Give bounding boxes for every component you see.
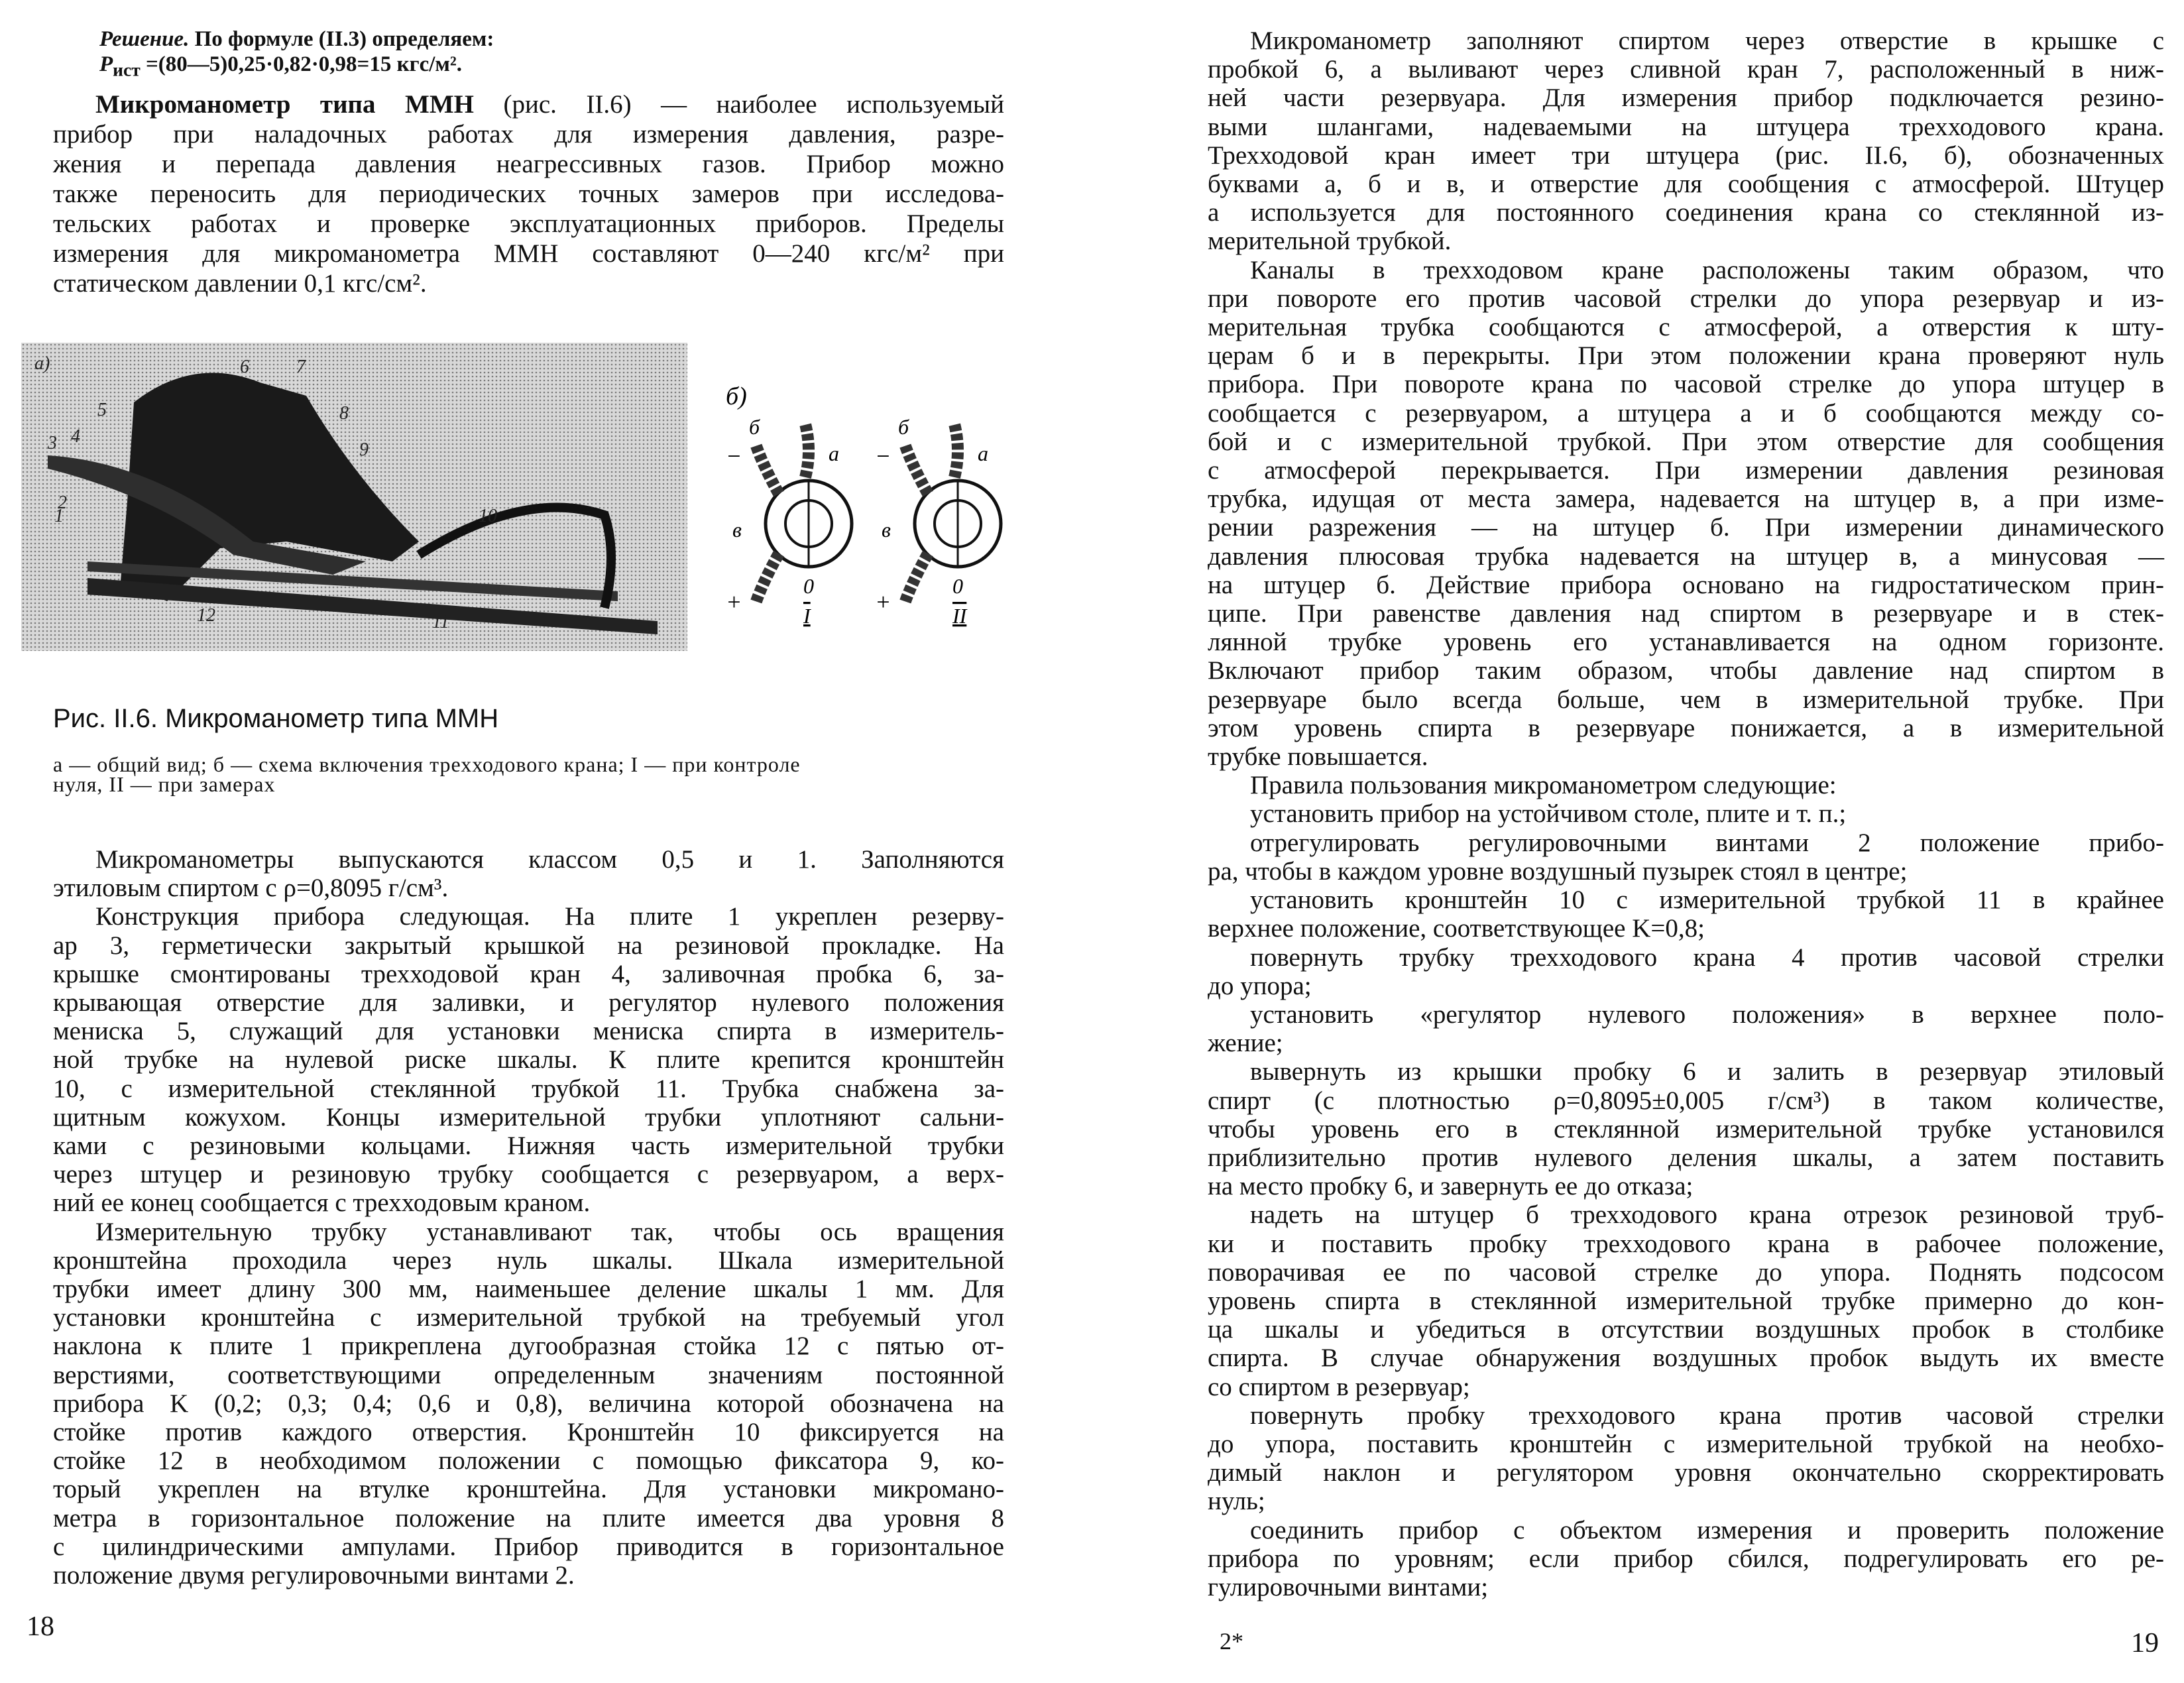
line-text: установки кронштейна с измерительной трубкой на требуемый угол [53,1303,1004,1332]
part-number-label: 9 [359,439,369,460]
label-plus: + [875,589,891,615]
line-text: прибора. При повороте крана по часовой стрелке до упора штуцер в [1208,370,2164,399]
text-line [53,1418,1004,1446]
line-text: измерения для микроманометра ММН составляют 0—240 кгс/м² при [53,239,1004,268]
line-text: спирт (с плотностью ρ=0,8095±0,005 г/см³) в таком количестве, [1208,1086,2164,1115]
text-line [53,1218,1004,1246]
line-text: Измерительную трубку устанавливают так, чтобы ось вращения [95,1217,1004,1246]
text-line [53,1275,1004,1303]
text-line [53,1475,1004,1503]
text-line [53,1561,1004,1590]
line-text: Правила пользования микроманометром следующие: [1250,771,1837,800]
text-line [1208,1057,2164,1086]
formula-symbol: P [99,52,113,76]
text-line [1208,1373,2164,1401]
label-zero: 0 [803,574,814,598]
position-label: I [803,604,811,628]
solution-text: По формуле (II.3) определяем: [189,27,494,51]
text-line [1208,1143,2164,1172]
text-line [1208,1029,2164,1057]
text-line [1208,685,2164,714]
line-text: установить прибор на устойчивом столе, плите и т. п.; [1250,799,1847,829]
line-text: прибора по уровням; если прибор сбился, подрегулировать его ре- [1208,1544,2164,1573]
line-text: этиловым спиртом с ρ=0,8095 г/см³. [53,874,449,903]
text-line [53,1045,1004,1074]
subcaption-line: а — общий вид; б — схема включения трехходового крана; I — при контроле [53,752,801,776]
text-line [1208,141,2164,170]
part-number-label: 10 [479,506,497,526]
line-text: Конструкция прибора следующая. На плите 1 укреплен резерву- [95,902,1004,931]
text-line [53,931,1004,960]
line-text: ца шкалы и убедиться в отсутствии воздушных пробок в столбике [1208,1315,2164,1344]
solution-label: Решение. [99,27,190,51]
line-text: мерительная трубка сообщаются с атмосферой, а отверстия к шту- [1208,313,2164,342]
line-text: метра в горизонтальное положение на плите имеется два уровня 8 [53,1503,1004,1533]
line-text: с атмосферой перекрывается. При измерении давления резиновая [1208,456,2164,485]
line-text: жения и перепада давления неагрессивных газов. Прибор можно [53,150,1004,178]
line-text: наклона к плите 1 прикреплена дугообразная стойка 12 с пятью от- [53,1332,1004,1361]
line-text: трубка, идущая от места замера, надевается на штуцер в, а при изме- [1208,485,2164,514]
line-text: установить кронштейн 10 с измерительной трубкой 11 в крайнее [1250,886,2164,915]
text-line [53,89,1004,119]
text-line [1208,485,2164,513]
text-line [53,239,1004,268]
figure-subcaption [53,754,801,794]
line-text: отрегулировать регулировочными винтами 2 положение прибо- [1250,828,2164,857]
text-line [1208,599,2164,628]
line-text: ципе. При равенстве давления над спиртом в резервуаре и в стек- [1208,599,2164,628]
part-number-label: 5 [97,400,107,420]
line-text: при повороте его против часовой стрелки до упора резервуар и из- [1208,284,2164,313]
text-line [53,1017,1004,1045]
line-text: установить «регулятор нулевого положения» в верхнее поло- [1250,1000,2164,1029]
text-line [53,1074,1004,1103]
line-text: спирта. В случае обнаружения воздушных пробок выдуть их вместе [1208,1344,2164,1373]
text-line [1208,1458,2164,1487]
line-text: сообщается с резервуаром, а штуцера а и б сообщаются между со- [1208,398,2164,428]
line-text: Микроманометр заполняют спиртом через отверстие в крышке с [1250,27,2164,55]
text-line [1208,1401,2164,1430]
line-text: поворачивая ее по часовой стрелке до упора. Поднять подсосом [1208,1257,2164,1287]
bold-term: Микроманометр типа ММН [95,90,474,119]
solution-line [99,27,494,52]
text-line [1208,542,2164,571]
text-line [53,119,1004,149]
line-text: положение двумя регулировочными винтами 2. [53,1561,575,1590]
text-line [1208,370,2164,398]
text-line [1208,1230,2164,1258]
text-line [1208,943,2164,972]
line-text: трубки имеет длину 300 мм, наименьшее деление шкалы 1 мм. Для [53,1275,1004,1304]
text-line [1208,1115,2164,1143]
label-a: а [829,441,839,465]
part-number-label: 8 [339,403,349,424]
formula-text: =(80—5)0,25·0,82·0,98=15 кгс/м². [140,52,463,76]
line-text: надеть на штуцер б трехходового крана отрезок резиновой труб- [1250,1200,2164,1230]
text-line [1208,1172,2164,1200]
line-text: давления плюсовая трубка надевается на штуцер в, а минусовая — [1208,542,2164,571]
text-line [1208,27,2164,55]
label-b: б [898,415,909,439]
line-text: через штуцер и резиновую трубку сообщается с резервуаром, а верх- [53,1160,1004,1189]
text-line [53,149,1004,179]
line-text: прибора K (0,2; 0,3; 0,4; 0,6 и 0,8), величина которой обозначена на [53,1389,1004,1418]
part-number-label: 1 [54,506,64,526]
text-line [53,1103,1004,1132]
text-line [53,1189,1004,1217]
text-line [53,1132,1004,1160]
text-line [1208,256,2164,284]
line-text: ра, чтобы в каждом уровне воздушный пузырек стоял в центре; [1208,856,1908,886]
text-line [1208,55,2164,84]
text-line [53,845,1004,874]
line-text: крышке смонтированы трехходовой кран 4, заливочная пробка 6, за- [53,959,1004,988]
page-number-left: 18 [27,1611,54,1642]
text-line [1208,113,2164,141]
text-line [1208,284,2164,313]
line-text: прибор при наладочных работах для измерения давления, разре- [53,120,1004,148]
text-line [53,1446,1004,1475]
photo-label: а) [34,353,50,374]
line-text: со спиртом в резервуар; [1208,1372,1470,1401]
text-line [1208,170,2164,198]
line-text: повернуть трубку трехходового крана 4 против часовой стрелки [1250,943,2164,972]
label-a: а [978,441,988,465]
text-line [1208,227,2164,255]
line-text: жение; [1208,1029,1283,1058]
text-line [1208,1487,2164,1515]
text-line [53,268,1004,298]
line-text: ной трубке на нулевой риске шкалы. К плите крепится кронштейн [53,1045,1004,1074]
line-text: Микроманометры выпускаются классом 0,5 и 1. Заполняются [95,845,1004,874]
text-line [1208,1258,2164,1287]
line-text: димый наклон и регулятором уровня окончательно скорректировать [1208,1458,2164,1487]
text-line [1208,972,2164,1000]
part-number-label: 12 [197,605,215,626]
line-text: на место пробку 6, и завернуть ее до отказа; [1208,1172,1694,1201]
line-text: также переносить для периодических точных замеров при исследова- [53,180,1004,208]
line-text: приблизительно против нулевого деления шкалы, а затем поставить [1208,1143,2164,1172]
text-line [1208,84,2164,112]
text-line [53,874,1004,902]
line-text: стойке против каждого отверстия. Кронштейн 10 фиксируется на [53,1418,1004,1447]
text-line [1208,829,2164,857]
line-text: выми шлангами, надеваемыми на штуцера трехходового крана. [1208,112,2164,141]
text-line [1208,313,2164,341]
line-text: статическом давлении 0,1 кгс/см². [53,269,427,298]
line-text: ки и поставить пробку трехходового крана в рабочее положение, [1208,1229,2164,1258]
right-body-text [1208,27,2164,1601]
line-text: ар 3, герметически закрытый крышкой на резиновой прокладке. На [53,931,1004,960]
page-number-right: 19 [2131,1628,2159,1658]
text-line [1208,914,2164,943]
line-text: церам б и в перекрыты. При этом положении крана проверяют нуль [1208,341,2164,371]
text-line [1208,628,2164,656]
valve-scheme [716,358,1034,636]
text-line [1208,428,2164,456]
line-text: гулировочными винтами; [1208,1572,1489,1601]
figure-photo [21,343,687,651]
part-number-label: 6 [240,357,249,377]
text-line [53,960,1004,988]
line-text: соединить прибор с объектом измерения и проверить положение [1250,1515,2164,1544]
text-line [1208,399,2164,428]
hose-v [756,553,779,603]
part-number-label: 2 [58,493,67,513]
text-line [1208,1516,2164,1544]
line-text: резервуаре было всегда больше, чем в измерительной трубке. При [1208,685,2164,714]
line-text: мениска 5, служащий для установки мениска спирта в измеритель- [53,1017,1004,1046]
hose-a [805,424,809,477]
text-line [1208,1086,2164,1115]
line-text: повернуть пробку трехходового крана против часовой стрелки [1250,1401,2164,1430]
text-line [53,1389,1004,1418]
line-text: щитным кожухом. Концы измерительной трубки уплотняют сальни- [53,1102,1004,1132]
part-number-label: 11 [432,612,449,632]
label-zero: 0 [952,574,963,598]
line-text: Каналы в трехходовом кране расположены таким образом, что [1250,255,2164,284]
position-label: II [952,604,967,628]
text-line [1208,341,2164,370]
line-text: до упора, поставить кронштейн с измерительной трубкой на необхо- [1208,1429,2164,1458]
text-line [53,1303,1004,1332]
line-text: крывающая отверстие для заливки, и регулятор нулевого положения [53,988,1004,1017]
hose-v [905,553,928,603]
text-line [1208,198,2164,227]
label-plus: + [726,589,742,615]
part-number-label: 7 [296,357,306,377]
text-line [1208,571,2164,599]
line-text: этом уровень спирта в резервуаре понижается, а в измерительной [1208,713,2164,742]
line-text: буквами а, б и в, и отверстие для сообщения с атмосферой. Штуцер [1208,170,2164,199]
text-line [1208,714,2164,742]
text-line [1208,1573,2164,1601]
line-text: Трехходовой кран имеет три штуцера (рис. II.6, б), обозначенных [1208,141,2164,170]
text-line [53,1160,1004,1189]
hose-a [954,424,958,477]
text-line [1208,1200,2164,1229]
text-line [1208,799,2164,828]
solution-formula [99,52,462,83]
text-line [53,1332,1004,1360]
signature-mark: 2* [1220,1628,1243,1654]
label-minus: − [726,443,742,469]
hose-b [756,444,779,494]
line-text: ней части резервуара. Для измерения прибор подключается резино- [1208,84,2164,113]
scheme-label: б) [726,382,747,410]
text-line [1208,513,2164,542]
line-text: на штуцер б. Действие прибора основано на гидростатическом прин- [1208,570,2164,599]
text-line [1208,742,2164,771]
line-text: вывернуть из крышки пробку 6 и залить в резервуар этиловый [1250,1057,2164,1086]
text-line [53,1504,1004,1533]
line-text: лянной трубке уровень его устанавливается на одном горизонте. [1208,628,2164,657]
label-b: б [749,415,760,439]
label-minus: − [875,443,891,469]
line-text: бой и с измерительной трубкой. При этом отверстие для сообщения [1208,427,2164,456]
line-text: верхнее положение, соответствующее K=0,8; [1208,914,1705,943]
subcaption-line: нуля, II — при замерах [53,772,276,796]
line-text: трубке повышается. [1208,742,1428,772]
text-line [1208,1544,2164,1573]
text-line [53,179,1004,209]
line-text: а используется для постоянного соединения крана со стеклянной из- [1208,198,2164,227]
text-line [1208,1344,2164,1372]
label-v: в [732,518,742,542]
line-text: торый укреплен на втулке кронштейна. Для установки микромано- [53,1475,1004,1504]
figure-caption: Рис. II.6. Микроманометр типа ММН [53,704,499,733]
part-number-label: 3 [48,433,57,453]
text-line [53,1533,1004,1561]
line-text: рении разрежения — на штуцер б. При измерении динамического [1208,513,2164,542]
line-text: кронштейна проходила через нуль шкалы. Шкала измерительной [53,1246,1004,1275]
text-line [1208,1315,2164,1344]
text-line [53,1246,1004,1275]
line-text: до упора; [1208,971,1312,1000]
line-text: тельских работах и проверке эксплуатационных приборов. Пределы [53,209,1004,238]
line-text: 10, с измерительной стеклянной трубкой 11. Трубка снабжена за- [53,1074,1004,1103]
text-line [53,209,1004,239]
line-text: чтобы уровень его в стеклянной измерительной трубке установился [1208,1114,2164,1143]
label-v: в [882,518,891,542]
line-text: Включают прибор таким образом, чтобы давление над спиртом в [1208,656,2164,685]
formula-subscript: ист [113,59,141,80]
text-line [1208,1000,2164,1029]
text-line [53,902,1004,931]
line-text: (рис. II.6) — наиболее используемый [473,90,1004,119]
line-text: верстиями, соответствующими определенным значениям постоянной [53,1360,1004,1389]
left-body-text [53,845,1004,1590]
text-line [1208,886,2164,914]
line-text: стойке 12 в необходимом положении с помощью фиксатора 9, ко- [53,1446,1004,1476]
line-text: ками с резиновыми кольцами. Нижняя часть измерительной трубки [53,1132,1004,1161]
line-text: уровень спирта в стеклянной измерительной трубке примерно до кон- [1208,1286,2164,1315]
line-text: нуль; [1208,1487,1265,1516]
line-text: мерительной трубкой. [1208,227,1452,256]
line-text: ний ее конец сообщается с трехходовым краном. [53,1189,591,1218]
text-line [1208,771,2164,799]
intro-paragraph [53,89,1004,298]
text-line [1208,1287,2164,1315]
text-line [53,988,1004,1017]
hose-b [905,444,928,494]
text-line [53,1361,1004,1389]
part-number-label: 4 [71,426,80,447]
text-line [1208,656,2164,685]
text-line [1208,857,2164,886]
text-line [1208,1430,2164,1458]
line-text: пробкой 6, а выливают через сливной кран 7, расположенный в ниж- [1208,55,2164,84]
line-text: с цилиндрическими ампулами. Прибор приводится в горизонтальное [53,1532,1004,1561]
text-line [1208,456,2164,485]
